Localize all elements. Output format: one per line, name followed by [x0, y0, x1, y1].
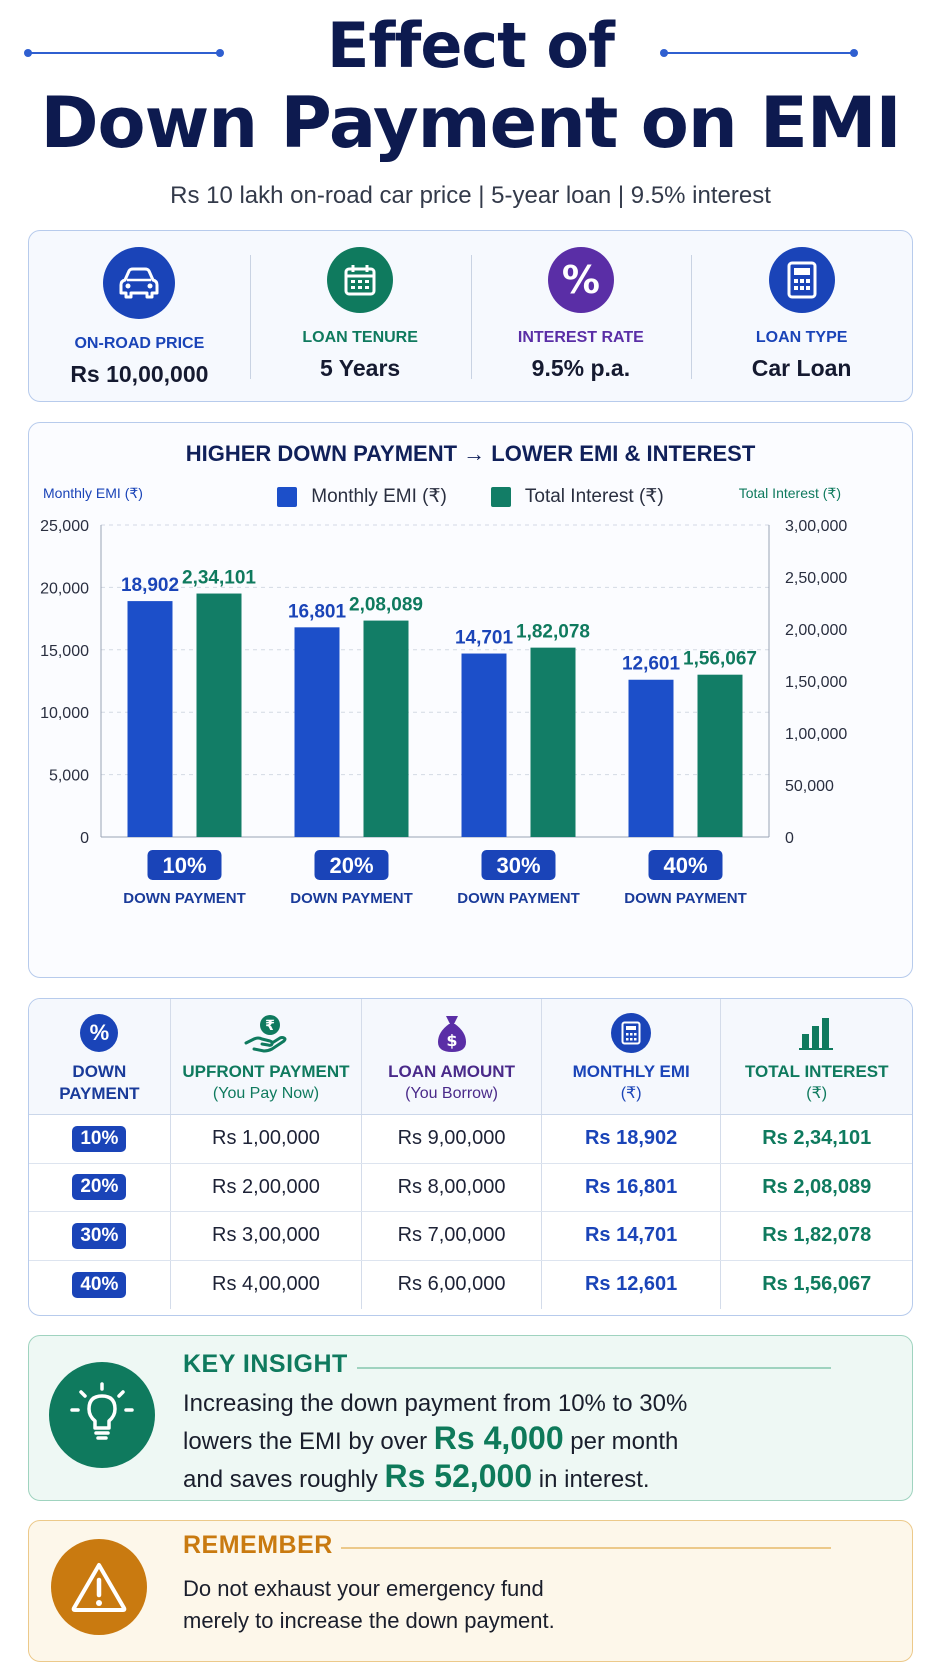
loan-summary-card	[28, 230, 913, 402]
y-axis-title-right: Total Interest (₹)	[738, 485, 841, 501]
remember-card	[28, 1520, 913, 1662]
header-subtitle: (₹)	[806, 1085, 828, 1102]
data-label-interest: 1,82,078	[516, 621, 590, 643]
y-tick-label-right: 0	[785, 830, 794, 847]
page-title	[0, 10, 941, 164]
insight-line-2	[183, 1421, 687, 1459]
cell-interest: Rs 1,82,078	[762, 1224, 872, 1247]
header-total-interest	[721, 999, 912, 1114]
cell-upfront: Rs 4,00,000	[171, 1261, 363, 1310]
y-tick-label-right: 3,00,000	[785, 518, 848, 535]
hand-rupee-icon	[244, 1011, 288, 1055]
cell-upfront: Rs 2,00,000	[171, 1164, 363, 1212]
cell-upfront: Rs 3,00,000	[171, 1212, 363, 1260]
svg-text:₹: ₹	[265, 1018, 275, 1034]
y-tick-label-left: 15,000	[40, 642, 89, 660]
category-label: 20%	[329, 853, 374, 878]
bar-emi	[462, 654, 507, 837]
header-loan-amount	[362, 999, 542, 1114]
data-label-interest: 1,56,067	[683, 648, 757, 670]
insight-divider	[357, 1367, 831, 1369]
cell-emi: Rs 12,601	[542, 1261, 722, 1310]
percent-icon: %	[548, 247, 614, 313]
down-payment-badge: 10%	[72, 1126, 126, 1152]
y-tick-label-left: 20,000	[40, 580, 89, 598]
y-tick-label-right: 50,000	[785, 778, 834, 795]
insight-line-3	[183, 1459, 687, 1497]
remember-divider	[341, 1547, 831, 1549]
cell-down-payment	[29, 1164, 171, 1212]
y-tick-label-left: 10,000	[40, 705, 89, 723]
header-title: LOAN AMOUNT	[388, 1062, 515, 1081]
data-label-interest: 2,34,101	[182, 567, 256, 589]
table-row	[29, 1115, 912, 1164]
cell-loan: Rs 6,00,000	[362, 1261, 542, 1310]
summary-label: ON-ROAD PRICE	[74, 335, 205, 352]
svg-text:$: $	[445, 1031, 458, 1050]
remember-line-1: Do not exhaust your emergency fund	[183, 1576, 544, 1601]
header-subtitle: (You Borrow)	[405, 1085, 498, 1102]
chart-card	[28, 422, 913, 978]
summary-value: 5 Years	[320, 355, 401, 381]
data-label-emi: 14,701	[454, 627, 514, 649]
legend-label: Monthly EMI (₹)	[311, 486, 447, 507]
insight-line-1: Increasing the down payment from 10% to 30%	[183, 1390, 688, 1417]
page-subtitle: Rs 10 lakh on-road car price | 5-year loan | 9.5% interest	[170, 182, 771, 209]
money-bag-icon	[430, 1011, 474, 1055]
summary-label: LOAN TENURE	[302, 329, 418, 346]
y-tick-label-right: 2,50,000	[785, 570, 848, 587]
summary-on-road-price	[29, 231, 250, 401]
remember-text	[183, 1573, 555, 1637]
header-down-payment	[29, 999, 171, 1114]
insight-text	[183, 1386, 687, 1497]
category-label: 40%	[663, 853, 708, 878]
chart-title: HIGHER DOWN PAYMENT → LOWER EMI & INTEREST	[185, 441, 756, 466]
header-subtitle: (You Pay Now)	[212, 1085, 320, 1102]
bar-emi	[128, 601, 173, 837]
bar-emi	[295, 627, 340, 837]
y-tick-label-right: 1,00,000	[785, 726, 848, 743]
header-monthly-emi	[542, 999, 722, 1114]
header-upfront-payment	[171, 999, 363, 1114]
table-header	[29, 999, 912, 1115]
summary-value: 9.5% p.a.	[531, 355, 631, 381]
category-caption: DOWN PAYMENT	[457, 890, 580, 907]
summary-label: INTEREST RATE	[517, 329, 644, 346]
cell-emi: Rs 18,902	[542, 1115, 722, 1163]
summary-loan-type	[691, 231, 912, 401]
cell-emi: Rs 14,701	[542, 1212, 722, 1260]
bar-interest	[698, 675, 743, 837]
insight-text-part: and saves roughly	[183, 1466, 385, 1493]
data-label-emi: 12,601	[621, 653, 681, 675]
bar-emi	[629, 680, 674, 837]
insight-text-part: per month	[563, 1428, 679, 1455]
y-tick-label-right: 1,50,000	[785, 674, 848, 691]
summary-loan-tenure	[250, 231, 471, 401]
y-tick-label-left: 25,000	[40, 518, 89, 535]
insight-text-part: lowers the EMI by over	[183, 1428, 434, 1455]
cell-down-payment	[29, 1115, 171, 1163]
y-axis-title-left: Monthly EMI (₹)	[43, 485, 143, 501]
cell-interest: Rs 2,08,089	[762, 1175, 872, 1198]
cell-interest: Rs 1,56,067	[762, 1273, 872, 1296]
summary-value: Rs 10,00,000	[70, 361, 209, 387]
header-subtitle: (₹)	[620, 1085, 642, 1102]
calculator-icon	[769, 247, 835, 313]
header-title: MONTHLY EMI	[572, 1062, 690, 1081]
comparison-table	[28, 998, 913, 1316]
category-caption: DOWN PAYMENT	[624, 890, 747, 907]
car-icon	[103, 247, 175, 319]
insight-highlight-emi: Rs 4,000	[433, 1420, 564, 1456]
category-label: 10%	[162, 853, 207, 878]
calendar-icon	[327, 247, 393, 313]
bar-interest	[197, 594, 242, 837]
insight-text-part: in interest.	[532, 1466, 650, 1493]
table-row	[29, 1261, 912, 1310]
cell-down-payment	[29, 1261, 171, 1310]
bar-interest	[364, 621, 409, 837]
bar-interest	[531, 648, 576, 837]
data-label-emi: 18,902	[120, 575, 180, 597]
remember-heading: REMEMBER	[183, 1531, 333, 1559]
cell-upfront: Rs 1,00,000	[171, 1115, 363, 1163]
category-caption: DOWN PAYMENT	[123, 890, 246, 907]
data-label-interest: 2,08,089	[349, 594, 423, 616]
cell-down-payment	[29, 1212, 171, 1260]
category-label: 30%	[496, 853, 541, 878]
summary-label: LOAN TYPE	[755, 329, 848, 346]
y-tick-label-left: 0	[80, 830, 89, 847]
cell-loan: Rs 9,00,000	[362, 1115, 542, 1163]
title-line-1: Effect of	[327, 9, 614, 82]
down-payment-badge: 40%	[72, 1272, 126, 1298]
remember-line-2: merely to increase the down payment.	[183, 1608, 555, 1633]
insight-highlight-interest: Rs 52,000	[384, 1458, 533, 1494]
cell-loan: Rs 8,00,000	[362, 1164, 542, 1212]
legend-label: Total Interest (₹)	[524, 486, 664, 507]
data-label-emi: 16,801	[287, 601, 347, 623]
cell-emi: Rs 16,801	[542, 1164, 722, 1212]
table-row	[29, 1212, 912, 1261]
bar-chart-icon	[795, 1011, 839, 1055]
percent-icon: %	[77, 1011, 121, 1055]
down-payment-badge: 30%	[72, 1223, 126, 1249]
table-row	[29, 1164, 912, 1213]
bar-chart	[29, 423, 914, 979]
key-insight-card	[28, 1335, 913, 1501]
y-tick-label-left: 5,000	[48, 767, 89, 785]
y-tick-label-right: 2,00,000	[785, 622, 848, 639]
header-title: DOWN PAYMENT	[59, 1062, 140, 1103]
summary-interest-rate	[471, 231, 692, 401]
header-title: UPFRONT PAYMENT	[182, 1062, 350, 1081]
warning-icon	[51, 1539, 147, 1635]
calculator-icon	[609, 1011, 653, 1055]
lightbulb-icon	[49, 1362, 155, 1468]
title-line-2: Down Payment on EMI	[40, 82, 901, 164]
cell-interest: Rs 2,34,101	[762, 1127, 872, 1150]
category-caption: DOWN PAYMENT	[290, 890, 413, 907]
cell-loan: Rs 7,00,000	[362, 1212, 542, 1260]
header-title: TOTAL INTEREST	[744, 1062, 889, 1081]
down-payment-badge: 20%	[72, 1174, 126, 1200]
insight-heading: KEY INSIGHT	[183, 1350, 348, 1378]
summary-value: Car Loan	[751, 355, 852, 381]
